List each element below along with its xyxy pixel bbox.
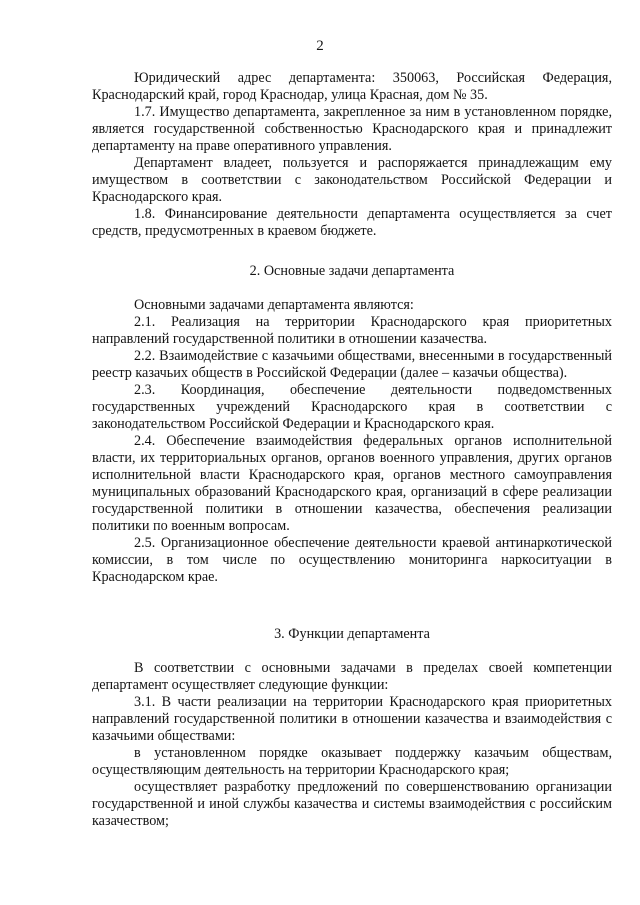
section-2-body <box>92 297 612 586</box>
section-3-body <box>92 660 612 830</box>
legal-address-paragraph: Юридический адрес департамента: 350063, Российская Федерация, Краснодарский край, город Краснодар, улица Красная, дом № 35. <box>92 70 612 103</box>
section-2-heading: 2. Основные задачи департамента <box>249 263 455 279</box>
proposals-paragraph: осуществляет разработку предложений по совершенствованию организации государственной и иной службы казачества и системы взаимодействия с российским казачеством; <box>92 779 612 829</box>
section-2 <box>92 263 612 280</box>
paragraph-1-8: 1.8. Финансирование деятельности департамента осуществляется за счет средств, предусмотренных в краевом бюджете. <box>92 206 612 239</box>
section-2-intro: Основными задачами департамента являются: <box>134 297 414 313</box>
paragraph-1-7: 1.7. Имущество департамента, закрепленное за ним в установленном порядке, является государственной собственностью Краснодарского края и принадлежит департаменту на праве оперативного управления. <box>92 104 612 154</box>
property-paragraph: Департамент владеет, пользуется и распоряжается принадлежащим ему имуществом в соответствии с законодательством Российской Федерации и Краснодарского края. <box>92 155 612 205</box>
section-3-intro: В соответствии с основными задачами в пределах своей компетенции департамент осуществляет следующие функции: <box>92 660 612 693</box>
section-3 <box>92 626 612 643</box>
paragraph-2-1: 2.1. Реализация на территории Краснодарского края приоритетных направлений государственной политики в отношении казачества. <box>92 314 612 347</box>
paragraph-2-3: 2.3. Координация, обеспечение деятельности подведомственных государственных учреждений Краснодарского края в соответствии с законодательством Российской Федерации и Краснодарского края. <box>92 382 612 432</box>
paragraph-2-2: 2.2. Взаимодействие с казачьими обществами, внесенными в государственный реестр казачьих обществ в Российской Федерации (далее – казачьи общества). <box>92 348 612 381</box>
paragraph-3-1: 3.1. В части реализации на территории Краснодарского края приоритетных направлений государственной политики в отношении казачества и взаимодействия с казачьими обществами: <box>92 694 612 744</box>
document-body <box>92 70 612 240</box>
page-number: 2 <box>316 38 324 54</box>
paragraph-2-4: 2.4. Обеспечение взаимодействия федеральных органов исполнительной власти, их территориальных органов, органов военного управления, других органов исполнительной власти Краснодарского края, органов местного самоуправления муниципальных образований Краснодарского края, организаций в сфере реализации государственной политики в отношении казачества, обеспечения реализации политики по военным вопросам. <box>92 433 612 534</box>
paragraph-2-5: 2.5. Организационное обеспечение деятельности краевой антинаркотической комиссии, в том числе по осуществлению мониторинга наркоситуации в Краснодарском крае. <box>92 535 612 585</box>
section-3-heading: 3. Функции департамента <box>274 626 430 642</box>
support-paragraph: в установленном порядке оказывает поддержку казачьим обществам, осуществляющим деятельность на территории Краснодарского края; <box>92 745 612 778</box>
